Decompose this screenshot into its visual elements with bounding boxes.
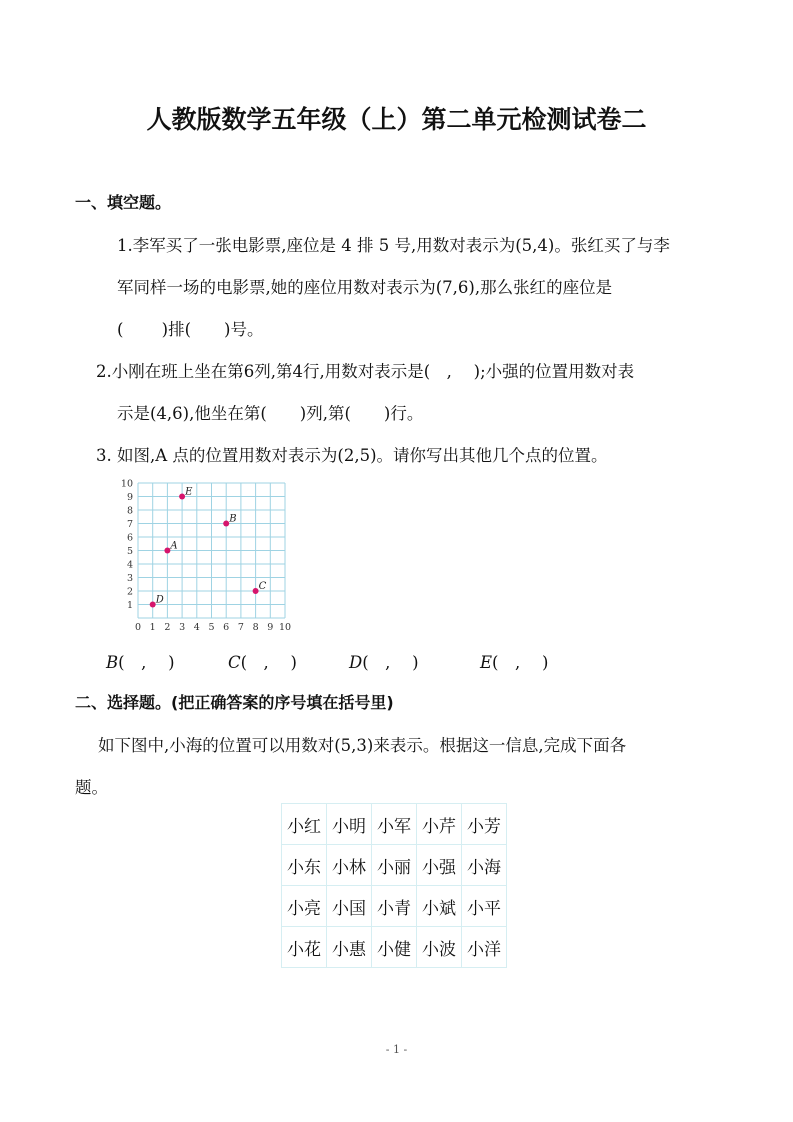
seat-cell: 小丽	[372, 845, 417, 886]
seat-cell: 小平	[462, 886, 507, 927]
answer-e-label: E	[480, 653, 493, 672]
seat-cell: 小波	[417, 927, 462, 968]
q1-line3: ( )排( )号。	[117, 320, 264, 339]
seating-row	[282, 927, 507, 968]
x-tick-label: 1	[149, 622, 156, 633]
seat-cell: 小青	[372, 886, 417, 927]
answer-e	[480, 649, 548, 673]
page-title: 人教版数学五年级（上）第二单元检测试卷二	[146, 105, 647, 134]
section-2-intro-line1: 如下图中,小海的位置可以用数对(5,3)来表示。根据这一信息,完成下面各	[98, 736, 627, 755]
point-c-label: C	[258, 581, 267, 592]
seating-row	[282, 804, 507, 845]
section-1-heading: 一、填空题。	[75, 193, 172, 212]
seat-cell: 小亮	[282, 886, 327, 927]
seating-row	[282, 845, 507, 886]
y-tick-label: 10	[120, 478, 133, 490]
y-tick-label: 8	[126, 505, 133, 517]
q1-line2: 军同样一场的电影票,她的座位用数对表示为(7,6),那么张红的座位是	[117, 278, 613, 297]
seating-chart	[281, 803, 507, 968]
answer-d-label: D	[349, 653, 363, 672]
answer-b	[106, 649, 175, 673]
point-b-label: B	[229, 513, 237, 525]
q3-line1: 3. 如图,A 点的位置用数对表示为(2,5)。请你写出其他几个点的位置。	[96, 446, 608, 465]
seat-cell: 小林	[327, 845, 372, 886]
x-tick-label: 5	[208, 622, 215, 633]
page-number: - 1 -	[385, 1043, 408, 1056]
answer-d-blank: ( , )	[362, 653, 419, 672]
section-2-heading: 二、选择题。(把正确答案的序号填在括号里)	[75, 693, 394, 712]
answer-c-blank: ( , )	[240, 653, 297, 672]
seat-cell: 小健	[372, 927, 417, 968]
seat-cell: 小惠	[327, 927, 372, 968]
coordinate-grid-svg	[110, 476, 300, 636]
seat-cell: 小明	[327, 804, 372, 845]
x-tick-label: 8	[252, 622, 259, 633]
answer-e-blank: ( , )	[492, 653, 549, 672]
seat-cell: 小洋	[462, 927, 507, 968]
seat-cell: 小军	[372, 804, 417, 845]
x-tick-label: 0	[134, 622, 142, 633]
x-tick-label: 10	[278, 622, 292, 633]
seating-row	[282, 886, 507, 927]
seat-cell: 小东	[282, 845, 327, 886]
seat-cell: 小海	[462, 845, 507, 886]
answer-c	[228, 649, 297, 673]
seat-cell: 小强	[417, 845, 462, 886]
x-tick-label: 6	[223, 622, 230, 633]
answer-b-label: B	[106, 653, 119, 672]
section-2-intro-line2: 题。	[75, 778, 108, 797]
answer-d	[349, 649, 419, 673]
seat-cell: 小国	[327, 886, 372, 927]
point-a-label: A	[170, 540, 178, 552]
x-tick-label: 4	[193, 622, 200, 633]
x-tick-label: 9	[267, 622, 274, 633]
point-d-label: D	[155, 594, 164, 606]
answer-b-blank: ( , )	[118, 653, 175, 672]
seat-cell: 小斌	[417, 886, 462, 927]
seat-cell: 小芳	[462, 804, 507, 845]
q1-line1: 1.李军买了一张电影票,座位是 4 排 5 号,用数对表示为(5,4)。张红买了与李	[117, 236, 670, 255]
y-tick-label: 2	[126, 586, 133, 598]
x-tick-label: 2	[164, 622, 171, 633]
y-tick-label: 4	[126, 559, 133, 571]
y-tick-label: 5	[126, 546, 133, 557]
seat-cell: 小芹	[417, 804, 462, 845]
seat-cell: 小红	[282, 804, 327, 845]
q2-line2: 示是(4,6),他坐在第( )列,第( )行。	[117, 404, 424, 423]
y-tick-label: 7	[126, 519, 133, 530]
y-tick-label: 6	[126, 532, 133, 544]
point-e-label: E	[185, 486, 193, 498]
y-tick-label: 1	[126, 600, 133, 611]
coordinate-grid	[110, 476, 300, 636]
y-tick-label: 3	[126, 573, 133, 584]
q2-line1: 2.小刚在班上坐在第6列,第4行,用数对表示是( , );小强的位置用数对表	[96, 362, 635, 381]
answer-c-label: C	[228, 653, 241, 672]
y-tick-label: 9	[126, 492, 133, 503]
x-tick-label: 3	[179, 622, 186, 633]
x-tick-label: 7	[237, 622, 244, 633]
seat-cell: 小花	[282, 927, 327, 968]
